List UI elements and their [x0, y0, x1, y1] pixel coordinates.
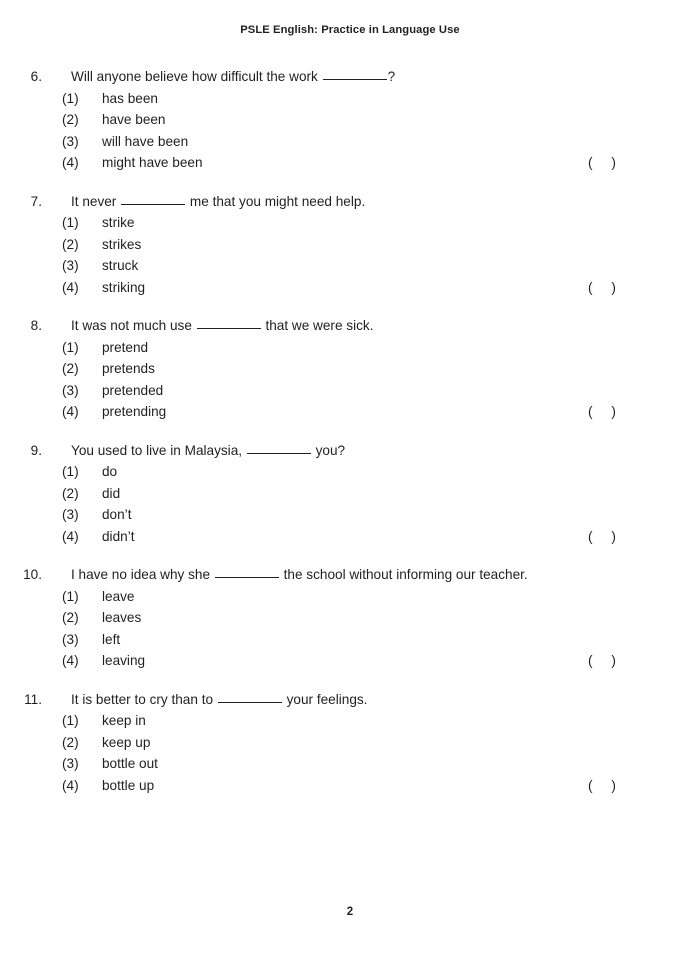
question-text — [42, 564, 528, 586]
option-label: (3) — [62, 507, 79, 522]
option-text: might have been — [102, 155, 203, 170]
question-text — [42, 66, 395, 88]
option-row[interactable] — [0, 526, 700, 548]
spacer — [116, 191, 120, 213]
option-list — [0, 461, 700, 547]
question-text-before-blank: It is better to cry than to — [71, 691, 214, 707]
question-text-after-blank: you? — [315, 442, 346, 458]
option-list — [0, 337, 700, 423]
answer-bracket[interactable]: ( ) — [588, 653, 616, 668]
answer-bracket[interactable]: ( ) — [588, 279, 616, 295]
question-number: 11. — [24, 691, 42, 707]
answer-blank — [247, 443, 311, 454]
option-text: do — [102, 464, 118, 479]
option-text: pretend — [102, 339, 149, 355]
option-text: leaves — [102, 610, 142, 625]
option-text: will have been — [102, 133, 189, 149]
question-text-before-blank: It never — [71, 193, 117, 209]
option-label: (1) — [62, 339, 79, 355]
option-label: (4) — [62, 155, 79, 170]
spacer — [210, 564, 214, 586]
option-list — [0, 212, 700, 298]
option-row[interactable] — [0, 629, 700, 651]
option-text: did — [102, 485, 121, 501]
option-row[interactable] — [0, 212, 700, 234]
option-row[interactable] — [0, 401, 700, 423]
question-text — [42, 315, 374, 337]
option-text: didn’t — [102, 528, 135, 544]
option-text: leave — [102, 588, 135, 604]
option-row[interactable] — [0, 461, 700, 483]
option-label: (2) — [62, 610, 79, 625]
question-text-before-blank: It was not much use — [71, 318, 192, 333]
option-text: pretends — [102, 361, 155, 376]
question-stem — [0, 66, 700, 88]
option-label: (4) — [62, 404, 79, 419]
option-label: (1) — [62, 464, 79, 479]
option-label: (4) — [62, 653, 79, 668]
option-text: keep in — [102, 713, 146, 728]
answer-blank — [121, 194, 185, 205]
option-text: keep up — [102, 734, 151, 750]
spacer — [192, 315, 196, 337]
question-stem — [0, 191, 700, 213]
option-label: (2) — [62, 112, 79, 127]
option-row[interactable] — [0, 337, 700, 359]
option-label: (1) — [62, 90, 79, 106]
option-row[interactable] — [0, 586, 700, 608]
option-row[interactable] — [0, 152, 700, 174]
option-text: bottle up — [102, 777, 155, 793]
spacer — [242, 440, 246, 462]
answer-bracket[interactable]: ( ) — [588, 404, 616, 419]
question-text-before-blank: I have no idea why she — [71, 567, 211, 582]
option-list — [0, 586, 700, 672]
question-block — [0, 315, 700, 423]
option-text: striking — [102, 279, 146, 295]
answer-blank — [323, 69, 387, 80]
option-label: (2) — [62, 361, 79, 376]
option-text: leaving — [102, 653, 146, 668]
question-block — [0, 66, 700, 174]
option-text: has been — [102, 90, 158, 106]
question-text — [42, 440, 345, 462]
question-text-after-blank: me that you might need help. — [189, 193, 366, 209]
question-text-after-blank: that we were sick. — [265, 318, 374, 333]
option-row[interactable] — [0, 255, 700, 277]
option-row[interactable] — [0, 131, 700, 153]
answer-bracket[interactable]: ( ) — [588, 777, 616, 793]
question-text-after-blank: the school without informing our teacher. — [283, 567, 528, 582]
option-row[interactable] — [0, 109, 700, 131]
option-row[interactable] — [0, 607, 700, 629]
running-head: PSLE English: Practice in Language Use — [240, 24, 460, 36]
option-row[interactable] — [0, 504, 700, 526]
spacer — [318, 66, 322, 88]
option-row[interactable] — [0, 775, 700, 797]
option-text: struck — [102, 258, 139, 273]
option-text: pretended — [102, 382, 164, 398]
option-label: (1) — [62, 588, 79, 604]
answer-blank — [215, 567, 279, 578]
option-label: (4) — [62, 777, 79, 793]
option-label: (3) — [62, 756, 79, 771]
question-text-after-blank: ? — [387, 69, 396, 84]
answer-blank — [218, 692, 282, 703]
option-text: don’t — [102, 507, 132, 522]
option-label: (4) — [62, 528, 79, 544]
question-stem — [0, 315, 700, 337]
answer-bracket[interactable]: ( ) — [588, 528, 616, 544]
option-text: left — [102, 631, 121, 647]
option-text: have been — [102, 112, 166, 127]
option-label: (3) — [62, 133, 79, 149]
question-text-after-blank: your feelings. — [286, 691, 368, 707]
option-list — [0, 88, 700, 174]
option-row[interactable] — [0, 483, 700, 505]
question-number: 9. — [30, 442, 42, 458]
question-block — [0, 564, 700, 672]
option-row[interactable] — [0, 88, 700, 110]
question-text — [42, 191, 365, 213]
option-row[interactable] — [0, 380, 700, 402]
option-label: (3) — [62, 258, 79, 273]
question-number: 10. — [23, 567, 42, 582]
question-text-before-blank: Will anyone believe how difficult the work — [71, 69, 318, 84]
option-label: (1) — [62, 713, 79, 728]
question-block — [0, 191, 700, 299]
question-stem — [0, 564, 700, 586]
option-row[interactable] — [0, 277, 700, 299]
option-row[interactable] — [0, 650, 700, 672]
option-text: bottle out — [102, 756, 158, 771]
question-stem — [0, 689, 700, 711]
option-label: (3) — [62, 631, 79, 647]
option-row[interactable] — [0, 710, 700, 732]
question-number: 7. — [30, 193, 42, 209]
option-row[interactable] — [0, 234, 700, 256]
option-label: (4) — [62, 279, 79, 295]
option-text: strikes — [102, 236, 142, 252]
option-label: (1) — [62, 215, 79, 230]
question-block — [0, 689, 700, 797]
option-list — [0, 710, 700, 796]
question-stem — [0, 440, 700, 462]
option-label: (2) — [62, 236, 79, 252]
question-text-before-blank: You used to live in Malaysia, — [71, 442, 243, 458]
question-list — [0, 66, 700, 796]
option-label: (2) — [62, 485, 79, 501]
option-label: (2) — [62, 734, 79, 750]
page-number: 2 — [346, 906, 354, 918]
option-text: strike — [102, 215, 135, 230]
option-row[interactable] — [0, 358, 700, 380]
option-label: (3) — [62, 382, 79, 398]
answer-blank — [197, 318, 261, 329]
answer-bracket[interactable]: ( ) — [588, 155, 616, 170]
question-block — [0, 440, 700, 548]
option-text: pretending — [102, 404, 167, 419]
question-number: 6. — [30, 69, 42, 84]
question-number: 8. — [30, 318, 42, 333]
option-row[interactable] — [0, 753, 700, 775]
option-row[interactable] — [0, 732, 700, 754]
spacer — [213, 689, 217, 711]
question-text — [42, 689, 367, 711]
